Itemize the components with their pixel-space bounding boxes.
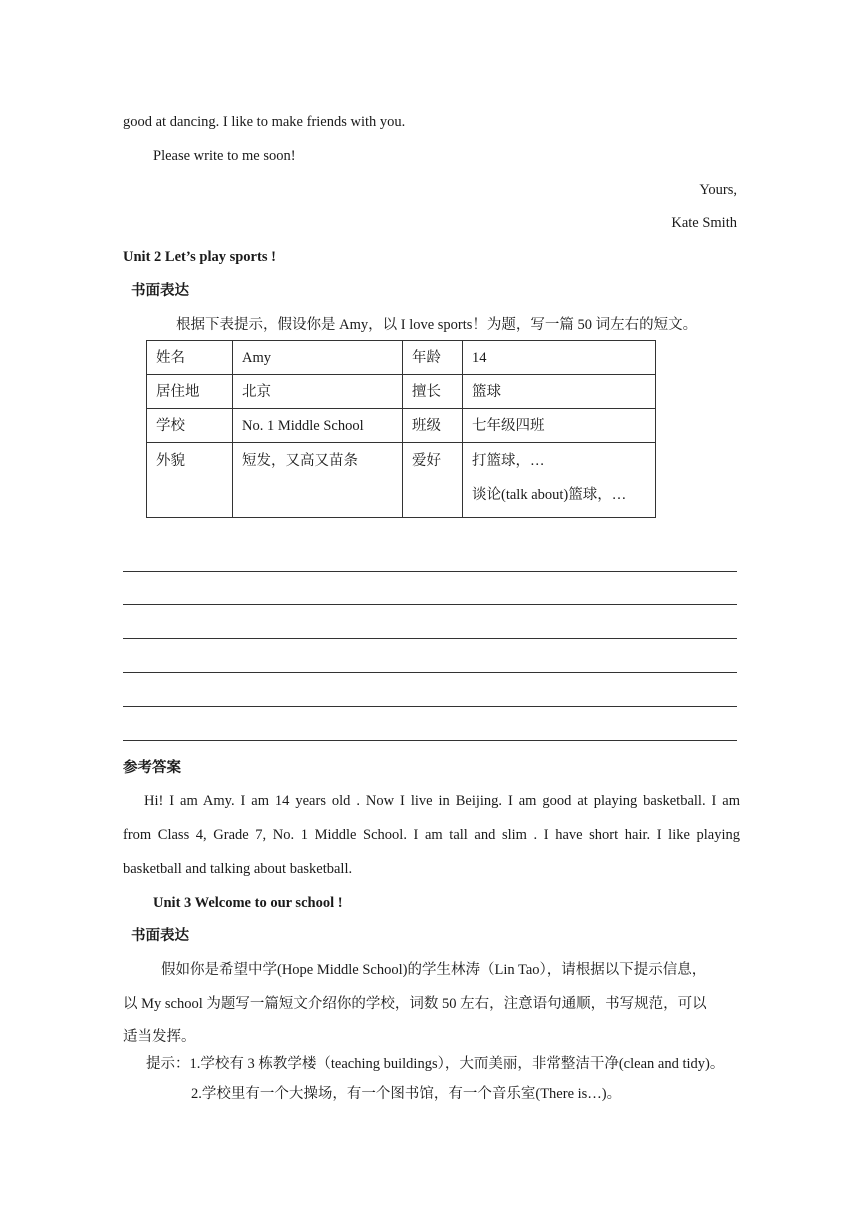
- table-row: [147, 341, 656, 375]
- writing-line: [123, 672, 737, 673]
- table-cell: Amy: [233, 341, 403, 375]
- table-row: [147, 443, 656, 518]
- table-cell: 爱好: [403, 443, 463, 518]
- answer-line: basketball and talking about basketball.: [123, 861, 353, 877]
- hobby-line: 打篮球，…: [472, 453, 545, 469]
- writing-line: [123, 706, 737, 707]
- info-table: [146, 340, 656, 518]
- answer-line: Hi! I am Amy. I am 14 years old . Now I live in Beijing. I am good at playing basketball. I am: [144, 793, 740, 809]
- tip-line: 2.学校里有一个大操场，有一个图书馆，有一个音乐室(There is…)。: [191, 1086, 622, 1102]
- answer-line: from Class 4, Grade 7, No. 1 Middle School. I am tall and slim . I have short hair. I like playing: [123, 827, 740, 843]
- writing-line: [123, 571, 737, 572]
- table-cell: 学校: [147, 409, 233, 443]
- tip-line: 提示：1.学校有 3 栋教学楼（teaching buildings），大而美丽，非常整洁干净(clean and tidy)。: [146, 1056, 725, 1072]
- writing-prompt: 适当发挥。: [123, 1029, 196, 1045]
- table-cell: 北京: [233, 375, 403, 409]
- table-cell: 姓名: [147, 341, 233, 375]
- table-cell: 班级: [403, 409, 463, 443]
- table-cell: No. 1 Middle School: [233, 409, 403, 443]
- table-cell: 外貌: [147, 443, 233, 518]
- table-cell: 年龄: [403, 341, 463, 375]
- table-cell: 篮球: [463, 375, 656, 409]
- unit-title: Unit 2 Let’s play sports !: [123, 249, 276, 265]
- section-heading: 书面表达: [131, 283, 189, 299]
- table-cell: [463, 443, 656, 518]
- writing-line: [123, 638, 737, 639]
- writing-line: [123, 604, 737, 605]
- table-cell: 七年级四班: [463, 409, 656, 443]
- table-cell: 居住地: [147, 375, 233, 409]
- writing-prompt: 根据下表提示，假设你是 Amy，以 I love sports！为题，写一篇 50 词左右的短文。: [176, 317, 698, 333]
- table-cell: 短发，又高又苗条: [233, 443, 403, 518]
- letter-line: Please write to me soon!: [153, 148, 296, 164]
- table-cell: 14: [463, 341, 656, 375]
- table-cell: 擅长: [403, 375, 463, 409]
- unit-title: Unit 3 Welcome to our school !: [153, 895, 343, 911]
- hobby-line: 谈论(talk about)篮球，…: [472, 487, 627, 503]
- answer-heading: 参考答案: [123, 760, 181, 776]
- section-heading: 书面表达: [131, 928, 189, 944]
- writing-line: [123, 740, 737, 741]
- letter-line: good at dancing. I like to make friends with you.: [123, 114, 406, 130]
- letter-signature: Kate Smith: [671, 215, 737, 231]
- writing-prompt: 假如你是希望中学(Hope Middle School)的学生林涛（Lin Tao），请根据以下提示信息，: [161, 962, 707, 978]
- table-row: [147, 409, 656, 443]
- table-row: [147, 375, 656, 409]
- letter-closing: Yours,: [699, 182, 737, 198]
- writing-prompt: 以 My school 为题写一篇短文介绍你的学校，词数 50 左右，注意语句通顺，书写规范，可以: [123, 996, 707, 1012]
